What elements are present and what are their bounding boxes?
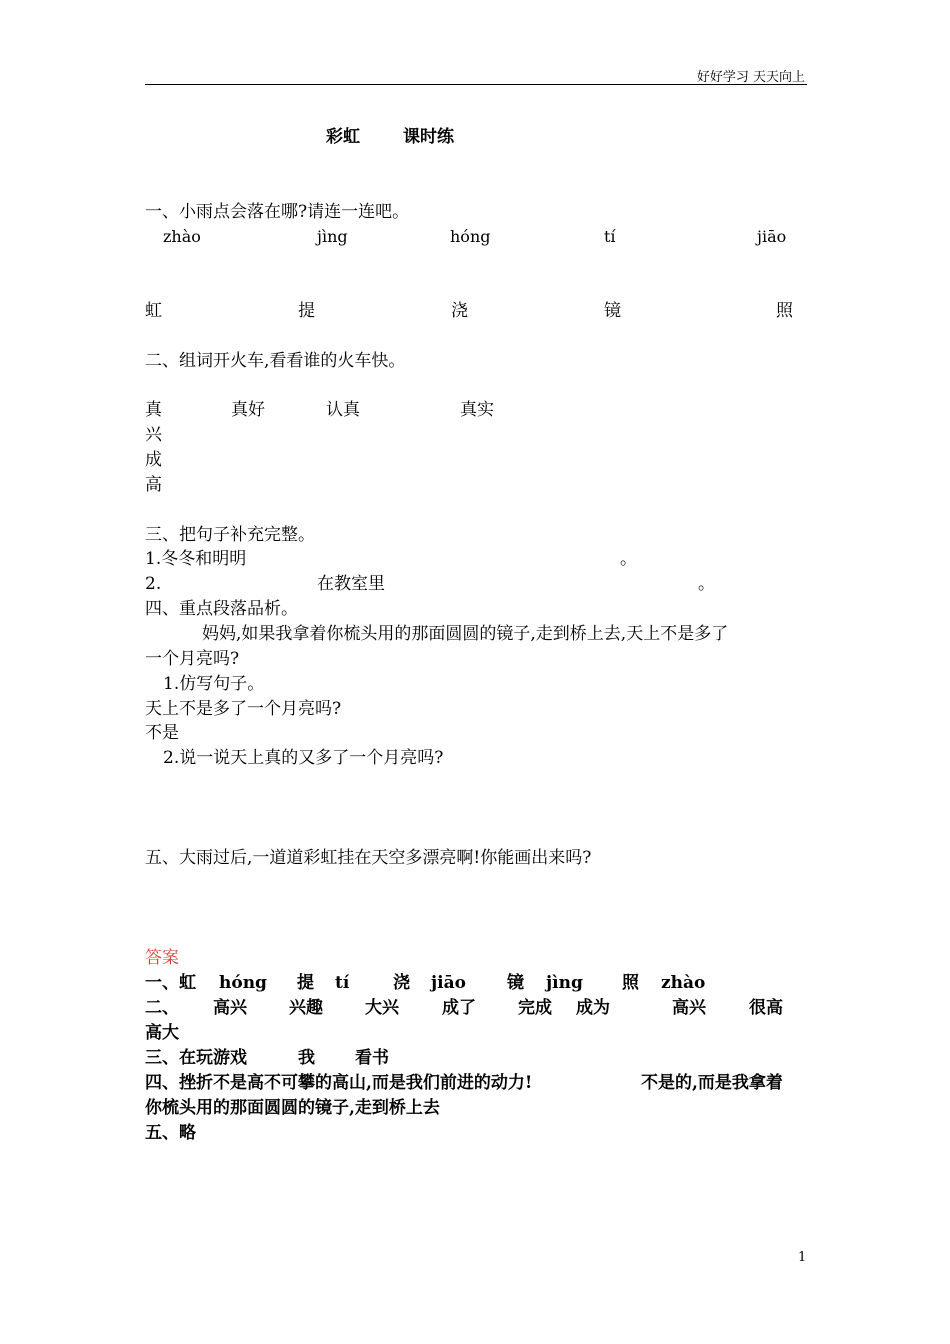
header-slogan: 好好学习 天天向上 <box>696 70 805 85</box>
q2-row-cheng: 成 <box>145 450 162 470</box>
q1-char-2: 提 <box>298 301 315 321</box>
answer-1-part2: hóng <box>219 973 267 993</box>
answer-3-part2: 我 <box>298 1048 315 1068</box>
answer-4-line2: 你梳头用的那面圆圆的镜子,走到桥上去 <box>145 1098 440 1118</box>
q1-char-4: 镜 <box>604 301 621 321</box>
answer-2-word-6: 成为 <box>576 998 610 1018</box>
q4-model-sentence: 天上不是多了一个月亮吗? <box>145 699 342 719</box>
answer-2-word-2: 兴趣 <box>289 998 323 1018</box>
q1-pinyin-4: tí <box>604 227 616 246</box>
q2-word-3: 认真 <box>326 400 360 420</box>
q4-heading: 四、重点段落品析。 <box>145 599 298 619</box>
q4-passage-line1: 妈妈,如果我拿着你梳头用的那面圆圆的镜子,走到桥上去,天上不是多了 <box>202 624 729 644</box>
answer-1-part9: 照 <box>622 973 639 993</box>
answer-1-part5: 浇 <box>393 973 410 993</box>
q2-row-xing: 兴 <box>145 425 162 445</box>
page-number: 1 <box>798 1250 807 1265</box>
answers-label: 答案 <box>145 948 179 968</box>
q3-sentence-2-mid: 在教室里 <box>317 574 385 594</box>
answer-3-part3: 看书 <box>355 1048 389 1068</box>
q1-pinyin-3: hóng <box>450 227 491 246</box>
q1-pinyin-5: jiāo <box>757 227 787 246</box>
answer-1-part7: 镜 <box>507 973 524 993</box>
q1-heading: 一、小雨点会落在哪?请连一连吧。 <box>145 202 410 222</box>
q1-char-5: 照 <box>776 301 793 321</box>
answer-2-word-7: 高兴 <box>672 998 706 1018</box>
title-part2: 课时练 <box>403 127 454 147</box>
answer-2-line2: 高大 <box>145 1023 179 1043</box>
answer-1-part3: 提 <box>297 973 314 993</box>
q4-sub2: 2.说一说天上真的又多了一个月亮吗? <box>163 748 444 768</box>
q4-imitation-start: 不是 <box>145 723 179 743</box>
q4-passage-line2: 一个月亮吗? <box>145 649 240 669</box>
q1-char-3: 浇 <box>451 301 468 321</box>
q3-sentence-2-end: 。 <box>698 574 715 594</box>
header-rule <box>145 84 807 85</box>
q2-heading: 二、组词开火车,看看谁的火车快。 <box>145 351 406 371</box>
q2-word-1: 真 <box>145 400 162 420</box>
answer-5: 五、略 <box>145 1123 196 1143</box>
q1-pinyin-1: zhào <box>163 227 201 246</box>
answer-2-word-3: 大兴 <box>365 998 399 1018</box>
q1-char-1: 虹 <box>145 301 162 321</box>
answer-4-line1-b: 不是的,而是我拿着 <box>641 1073 783 1093</box>
q2-row-gao: 高 <box>145 475 162 495</box>
answer-2-word-5: 完成 <box>518 998 552 1018</box>
title-part1: 彩虹 <box>326 127 360 147</box>
q2-word-2: 真好 <box>231 400 265 420</box>
answer-1-part10: zhào <box>661 973 706 993</box>
q3-sentence-1-end: 。 <box>620 549 637 569</box>
answer-2-word-8: 很高 <box>749 998 783 1018</box>
answer-1-part4: tí <box>335 973 350 993</box>
q1-pinyin-2: jìng <box>317 227 348 246</box>
answer-4-line1-a: 四、挫折不是高不可攀的高山,而是我们前进的动力! <box>145 1073 533 1093</box>
answer-2-head: 二、 <box>145 998 179 1018</box>
q3-sentence-1-start: 1.冬冬和明明 <box>145 549 247 569</box>
answer-1-part8: jìng <box>546 973 583 993</box>
q3-heading: 三、把句子补充完整。 <box>145 525 315 545</box>
q4-sub1: 1.仿写句子。 <box>163 674 265 694</box>
q3-sentence-2-num: 2. <box>145 574 162 594</box>
answer-1-part6: jiāo <box>431 973 466 993</box>
answer-3-part1: 三、在玩游戏 <box>145 1048 247 1068</box>
answer-2-word-4: 成了 <box>442 998 476 1018</box>
q2-word-4: 真实 <box>460 400 494 420</box>
answer-1-part1: 一、虹 <box>145 973 196 993</box>
q5-heading: 五、大雨过后,一道道彩虹挂在天空多漂亮啊!你能画出来吗? <box>145 848 592 868</box>
answer-2-word-1: 高兴 <box>213 998 247 1018</box>
